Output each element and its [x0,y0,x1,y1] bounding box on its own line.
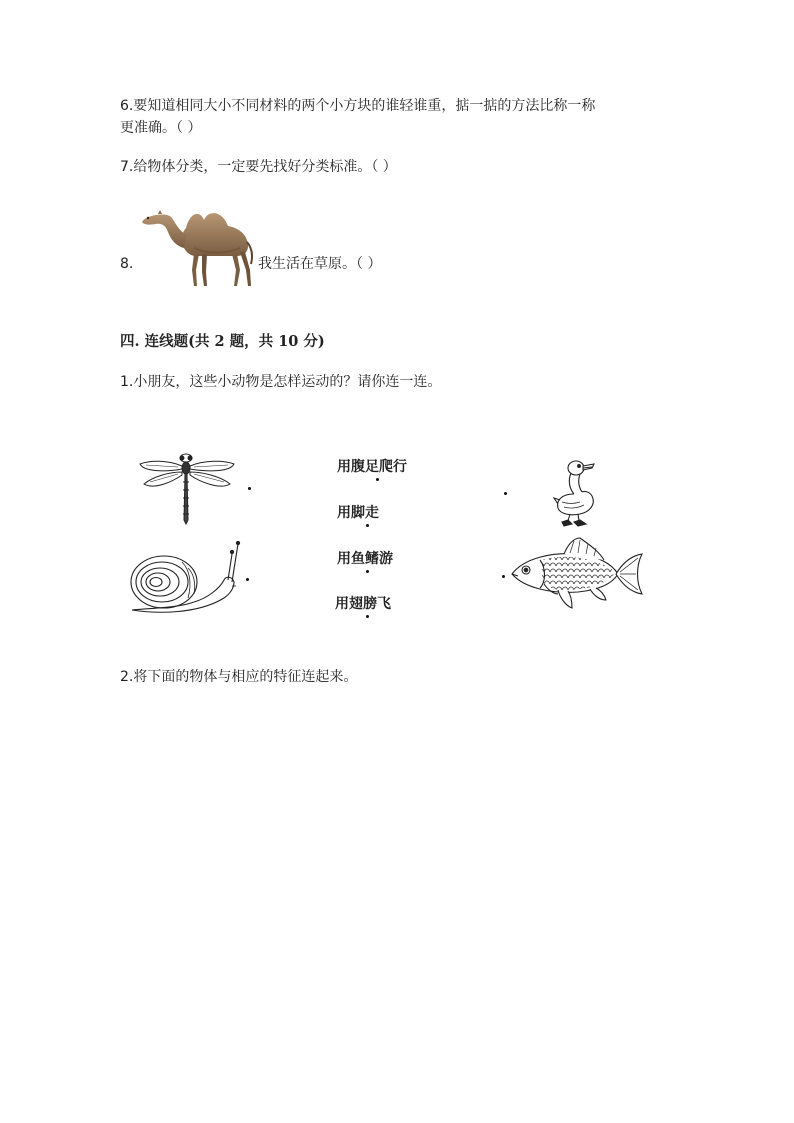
section-4-heading: 四. 连线题(共 2 题，共 10 分) [120,333,325,350]
question-8-text: 我生活在草原。（ ） [258,256,382,272]
option-crawl-with-foot: 用腹足爬行 [337,459,407,475]
camel-image [136,198,258,290]
option-fly-with-wings: 用翅膀飞 [335,596,391,612]
snail-connect-dot[interactable] [246,578,249,581]
duck-icon [552,458,602,528]
option-crawl-dot[interactable] [376,478,379,481]
dragonfly-connect-dot[interactable] [248,487,251,490]
question-7: 7.给物体分类，一定要先找好分类标准。（ ） [120,159,397,175]
question-8-number: 8. [120,256,134,272]
option-swim-dot[interactable] [366,570,369,573]
dragonfly-icon [138,452,238,526]
question-6-line-2: 更准确。（ ） [120,120,202,136]
option-fly-dot[interactable] [366,615,369,618]
option-walk-with-feet: 用脚走 [337,505,379,521]
duck-connect-dot[interactable] [504,492,507,495]
fish-icon [508,536,644,616]
matching-question-2: 2.将下面的物体与相应的特征连起来。 [120,669,358,685]
matching-question-1: 1.小朋友，这些小动物是怎样运动的？请你连一连。 [120,374,442,390]
snail-icon [128,540,242,620]
option-walk-dot[interactable] [366,524,369,527]
fish-connect-dot[interactable] [502,575,505,578]
option-swim-with-fins: 用鱼鳍游 [337,551,393,567]
question-6-line-1: 6.要知道相同大小不同材料的两个小方块的谁轻谁重，掂一掂的方法比称一称 [120,98,596,114]
